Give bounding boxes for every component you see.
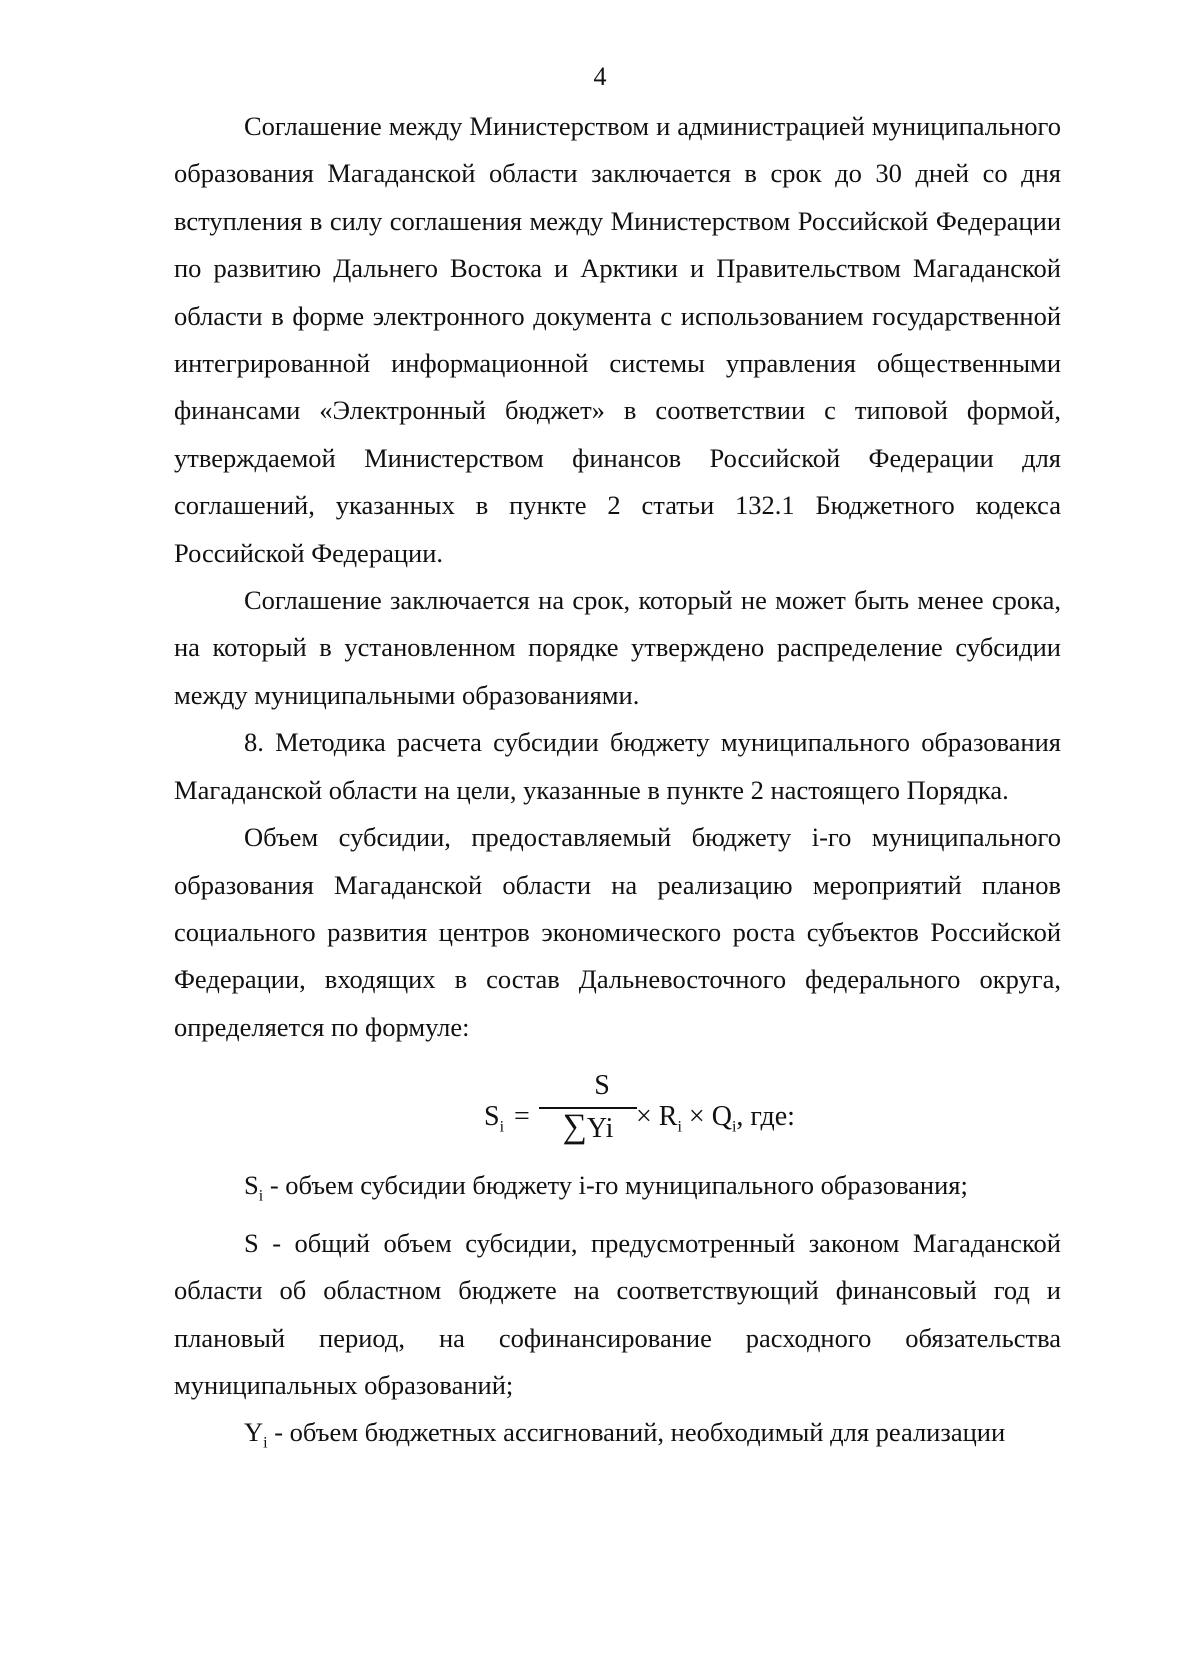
formula-factor-r: × R [636, 1101, 678, 1133]
formula-r-subscript: i [677, 1118, 682, 1136]
si-letter: S [244, 1170, 259, 1201]
formula-denominator: Yi [586, 1113, 614, 1145]
paragraph-methodology-heading: 8. Методика расчета субсидии бюджету муниципального образования Магаданской области на цели, указанные в пункте 2 настоящего Порядка. [174, 727, 1061, 805]
formula-factor-q: × Q [681, 1101, 732, 1133]
formula-lhs-symbol: S [484, 1101, 500, 1133]
definition-si-symbol [244, 1170, 264, 1205]
definition-si [174, 1162, 1061, 1220]
definition-yi-text: - объем бюджетных ассигнований, необходимый для реализации [267, 1417, 1006, 1448]
paragraph-agreement-conclusion: Соглашение между Министерством и администрацией муниципального образования Магаданской области заключается в срок до 30 дней со дня вступления в силу соглашения между Министерством Российской Федерации по развитию Дальнего Востока и Арктики и Правительством Магаданской области в форме электронного документа с использованием государственной интегрированной информационной системы управления общественными финансами «Электронный бюджет» в соответствии с типовой формой, утверждаемой Министерством финансов Российской Федерации для соглашений, указанных в пункте 2 статьи 132.1 Бюджетного кодекса Российской Федерации. [174, 111, 1061, 568]
formula-lhs-subscript: i [499, 1118, 505, 1136]
document-body [174, 103, 1061, 1467]
formula-equals: = [514, 1101, 530, 1133]
yi-letter: Y [244, 1417, 264, 1448]
page-number: 4 [593, 62, 607, 91]
definition-si-text: - объем субсидии бюджету i-го муниципального образования; [263, 1170, 968, 1201]
formula-lhs [484, 1093, 504, 1151]
yi-subscript: i [263, 1434, 268, 1452]
paragraph-agreement-term: Соглашение заключается на срок, который не может быть менее срока, на который в установленном порядке утверждено распределение субсидии между муниципальными образованиями. [174, 585, 1061, 710]
definition-yi [174, 1409, 1061, 1467]
formula-factors [636, 1093, 795, 1151]
definition-yi-symbol [244, 1417, 268, 1452]
definition-s-symbol: S [244, 1227, 259, 1258]
subsidy-formula [174, 1055, 1061, 1150]
definition-s [174, 1220, 1061, 1410]
formula-fraction [539, 1067, 637, 1147]
definition-s-text: - общий объем субсидии, предусмотренный законом Магаданской области об областном бюджете на соответствующий финансовый год и плановый период, на софинансирование расходного обязательства муниципальных образований; [174, 1227, 1061, 1401]
formula-denominator-group [539, 1109, 637, 1147]
formula-q-subscript: i [731, 1118, 737, 1136]
formula-numerator: S [594, 1070, 610, 1102]
formula-tail: , где: [736, 1101, 795, 1133]
sigma-symbol: ∑ [562, 1108, 587, 1146]
paragraph-subsidy-volume: Объем субсидии, предоставляемый бюджету i-го муниципального образования Магаданской области на реализацию мероприятий планов социального развития центров экономического роста субъектов Российской Федерации, входящих в состав Дальневосточного федерального округа, определяется по формуле: [174, 822, 1061, 1042]
si-subscript: i [258, 1187, 264, 1205]
